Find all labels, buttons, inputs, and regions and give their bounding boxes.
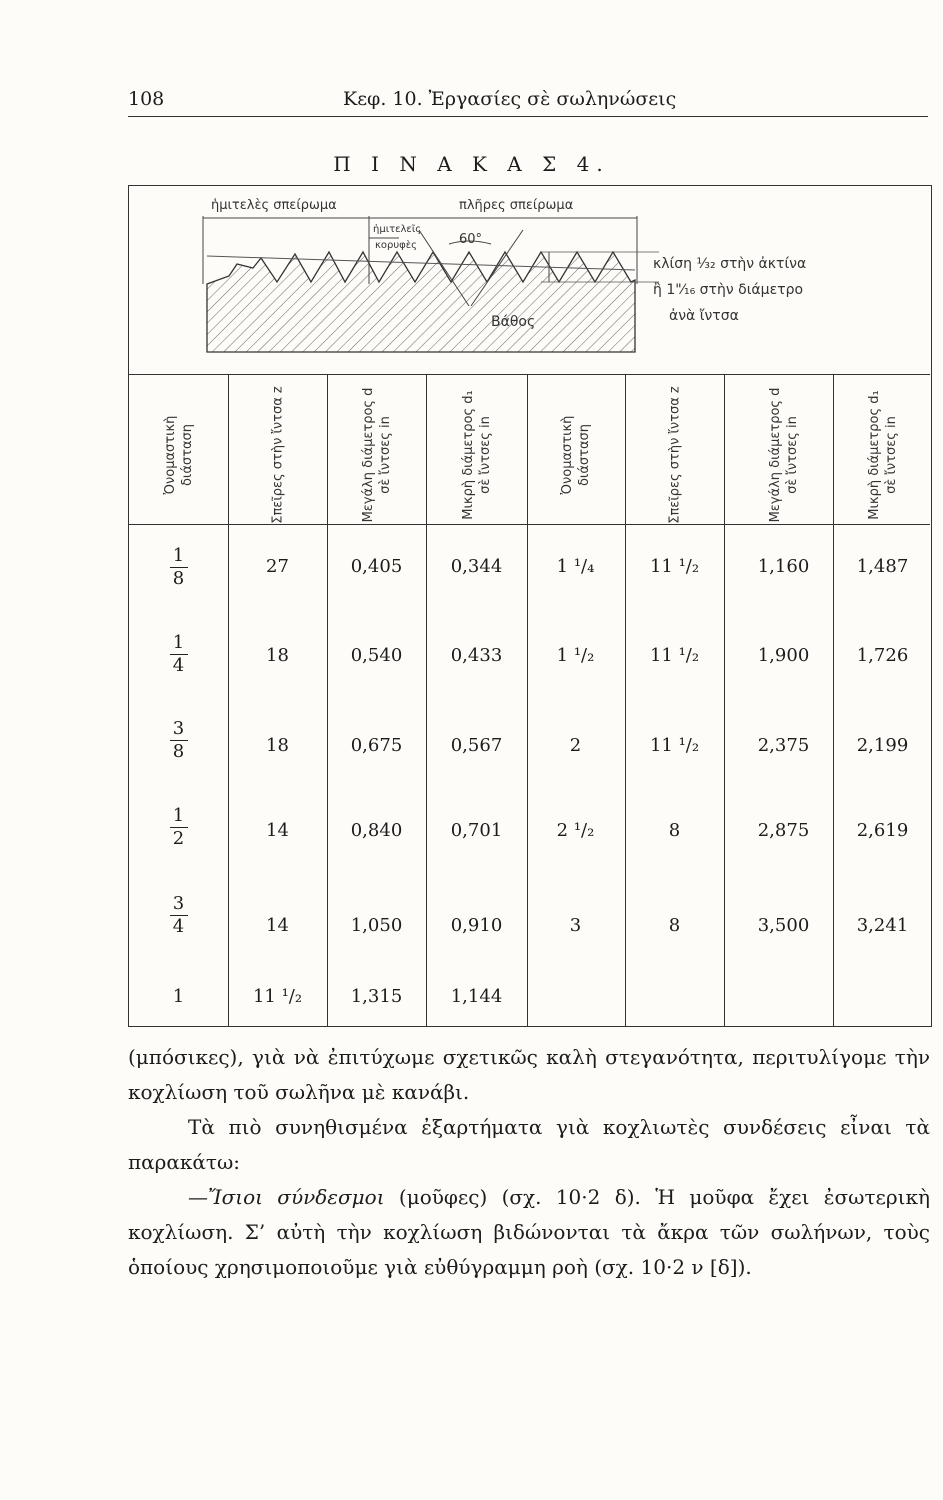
major-diameter: 2,375 bbox=[757, 735, 810, 756]
column-header bbox=[129, 385, 228, 525]
nominal-size bbox=[526, 982, 625, 1012]
diagram-label-taper-diameter: ἢ 1"⁄₁₆ στὴν διάμετρο bbox=[653, 282, 804, 298]
column-header bbox=[526, 385, 625, 525]
column-header-label: Σπεῖρες στὴν ἴντσα z bbox=[667, 386, 682, 524]
threads-per-inch: 14 bbox=[266, 820, 289, 841]
major-diameter: 1,160 bbox=[757, 556, 810, 577]
diagram-label-partial-crests-1: ἡμιτελεῖς bbox=[373, 224, 422, 235]
major-diameter: 0,675 bbox=[350, 735, 403, 756]
column-header-label: Σπεῖρες στὴν ἴντσα z bbox=[270, 386, 285, 524]
threads-per-inch: 11 ¹/₂ bbox=[649, 735, 700, 756]
table-rule bbox=[129, 374, 930, 375]
minor-diameter: 2,199 bbox=[856, 735, 909, 756]
column-header bbox=[833, 385, 932, 525]
threads-per-inch: 18 bbox=[266, 735, 289, 756]
minor-diameter: 0,567 bbox=[450, 735, 503, 756]
minor-diameter: 2,619 bbox=[856, 820, 909, 841]
body-text bbox=[128, 1040, 930, 1285]
nominal-size-fraction: 1 8 bbox=[129, 545, 228, 590]
page-number: 108 bbox=[128, 88, 165, 110]
diagram-label-taper-radius: κλίση ¹⁄₃₂ στὴν ἀκτίνα bbox=[653, 256, 807, 272]
column-header-label: Ὀνομαστικὴ διάσταση bbox=[162, 415, 195, 495]
nominal-size: 1 ¹/₄ bbox=[556, 556, 595, 577]
threads-per-inch: 18 bbox=[266, 645, 289, 666]
major-diameter: 3,500 bbox=[757, 915, 810, 936]
threads-per-inch: 11 ¹/₂ bbox=[649, 556, 700, 577]
column-header bbox=[625, 385, 724, 525]
diagram-label-angle: 60° bbox=[459, 232, 483, 247]
minor-diameter: 0,344 bbox=[450, 556, 503, 577]
column-header-label: Μεγάλη διάμετρος d σὲ ἴντσες in bbox=[360, 387, 393, 523]
threads-per-inch: 14 bbox=[266, 915, 289, 936]
nominal-size-fraction: 1 4 bbox=[129, 632, 228, 677]
diagram-label-full-thread: πλῆρες σπείρωμα bbox=[459, 198, 574, 213]
running-title: Κεφ. 10. Ἐργασίες σὲ σωληνώσεις bbox=[343, 88, 677, 110]
column-header-label: Μικρὴ διάμετρος d₁ σὲ ἴντσες in bbox=[866, 390, 899, 520]
major-diameter bbox=[734, 982, 833, 1012]
column-header-label: Ὀνομαστικὴ διάσταση bbox=[559, 415, 592, 495]
minor-diameter: 1,487 bbox=[856, 556, 909, 577]
minor-diameter: 0,701 bbox=[450, 820, 503, 841]
diagram-label-partial-crests-2: κορυφὲς bbox=[375, 240, 418, 251]
column-header bbox=[327, 385, 426, 525]
diagram-label-depth: Βάθος bbox=[491, 314, 536, 330]
paragraph-body: (μοῦφες) (σχ. 10·2 δ). Ἡ μοῦφα ἔχει ἐσωτερικὴ κοχλίωση. Σ’ αὐτὴ τὴν κοχλίωση βιδώνονται τὰ ἄκρα τῶν σωλήνων, τοὺς ὁποίους χρησιμοποιοῦμε γιὰ εὐθύγραμμη ροὴ (σχ. 10·2 ν [δ]). bbox=[128, 1185, 930, 1279]
threads-per-inch: 11 ¹/₂ bbox=[252, 986, 303, 1007]
minor-diameter bbox=[833, 982, 932, 1012]
nominal-size: 2 ¹/₂ bbox=[556, 820, 595, 841]
diagram-label-partial-thread: ἡμιτελὲς σπείρωμα bbox=[211, 198, 337, 213]
table-rule bbox=[724, 374, 725, 1026]
major-diameter: 0,540 bbox=[350, 645, 403, 666]
minor-diameter: 0,433 bbox=[450, 645, 503, 666]
thread-table bbox=[128, 185, 932, 1027]
column-header bbox=[734, 385, 833, 525]
nominal-size: 2 bbox=[569, 735, 582, 756]
major-diameter: 1,900 bbox=[757, 645, 810, 666]
column-header-label: Μικρὴ διάμετρος d₁ σὲ ἴντσες in bbox=[460, 390, 493, 520]
diagram-label-per-inch: ἀνὰ ἴντσα bbox=[669, 308, 739, 324]
table-title: Π Ι Ν Α Κ Α Σ 4. bbox=[333, 152, 610, 176]
major-diameter: 1,050 bbox=[350, 915, 403, 936]
major-diameter: 0,405 bbox=[350, 556, 403, 577]
major-diameter: 2,875 bbox=[757, 820, 810, 841]
minor-diameter: 3,241 bbox=[856, 915, 909, 936]
threads-per-inch bbox=[625, 982, 724, 1012]
page-header bbox=[128, 84, 928, 117]
column-header bbox=[427, 385, 526, 525]
paragraph: Τὰ πιὸ συνηθισμένα ἐξαρτήματα γιὰ κοχλιωτὲς συνδέσεις εἶναι τὰ παρακάτω: bbox=[128, 1115, 930, 1174]
nominal-size-fraction: 3 4 bbox=[129, 893, 228, 938]
column-header-label: Μεγάλη διάμετρος d σὲ ἴντσες in bbox=[767, 387, 800, 523]
nominal-size-fraction: 1 2 bbox=[129, 805, 228, 850]
nominal-size: 1 ¹/₂ bbox=[556, 645, 595, 666]
paragraph bbox=[128, 1180, 930, 1285]
column-header bbox=[228, 385, 327, 525]
major-diameter: 1,315 bbox=[350, 986, 403, 1007]
nominal-size: 3 bbox=[569, 915, 582, 936]
major-diameter: 0,840 bbox=[350, 820, 403, 841]
minor-diameter: 0,910 bbox=[450, 915, 503, 936]
threads-per-inch: 8 bbox=[668, 915, 681, 936]
minor-diameter: 1,144 bbox=[450, 986, 503, 1007]
nominal-size-fraction: 3 8 bbox=[129, 718, 228, 763]
threads-per-inch: 11 ¹/₂ bbox=[649, 645, 700, 666]
paragraph-lead: —Ἴσιοι σύνδεσμοι bbox=[188, 1185, 385, 1209]
minor-diameter: 1,726 bbox=[856, 645, 909, 666]
paragraph: (μπόσικες), γιὰ νὰ ἐπιτύχωμε σχετικῶς καλὴ στεγανότητα, περιτυλίγομε τὴν κοχλίωση τοῦ σωλῆνα μὲ κανάβι. bbox=[128, 1045, 930, 1104]
threads-per-inch: 27 bbox=[266, 556, 289, 577]
nominal-size: 1 bbox=[172, 986, 185, 1007]
thread-diagram bbox=[129, 186, 930, 376]
threads-per-inch: 8 bbox=[668, 820, 681, 841]
